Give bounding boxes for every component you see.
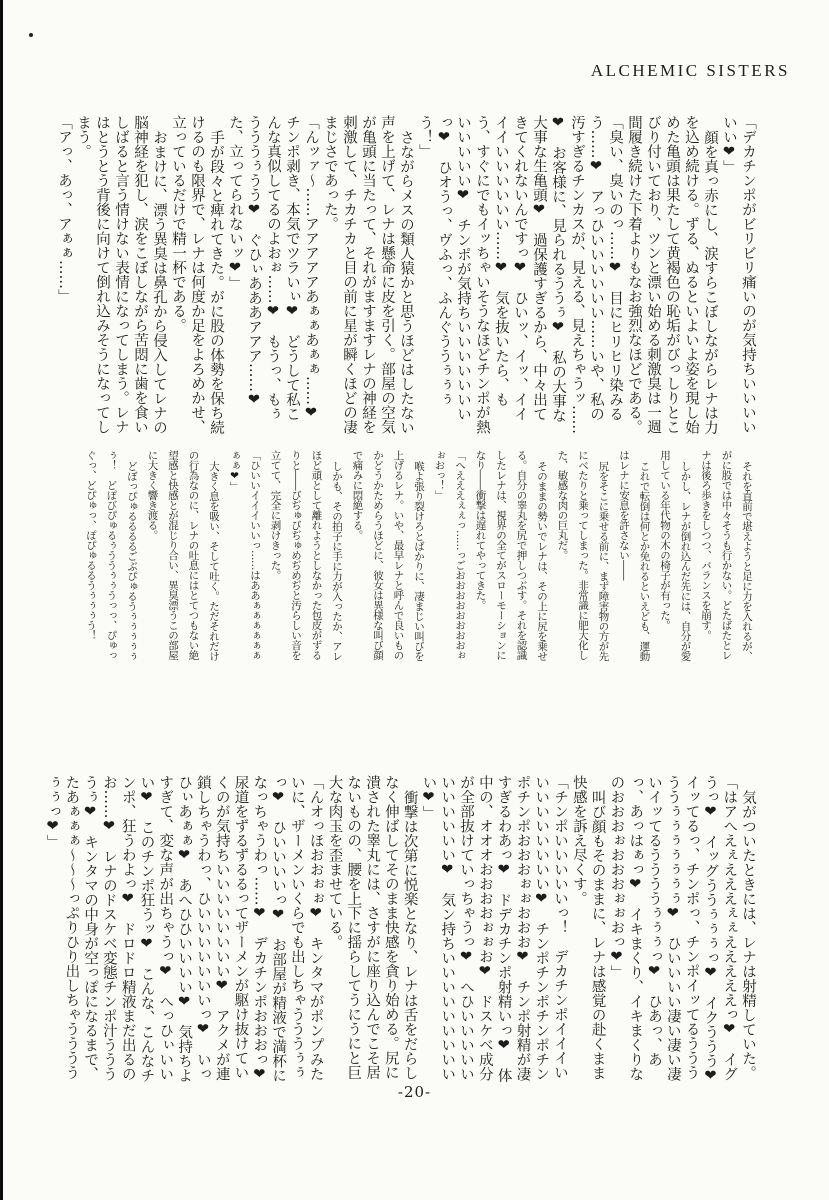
paragraph: 「ひいいイイイいいっ……はああぁぁぁぁぁぁぁぁ❤」 [228,450,261,660]
paragraph: 「臭い、臭いのっ……❤ 目にヒリヒリ染みるう……❤ アっひいいいいいい……いや、私の汚すぎるチンカスが、見える、見えちゃうッ……❤ お客様に、見られるううぅ❤ 私の大事な大事な生亀頭❤ 過保護すぎるから、中々出てきてくれないんですっ❤ ひいッ、イッ、イイイイいいいいいい……❤ 気を抜いたら、もう、すぐにでもイッちゃいそうなほどチンポが熱いいいいい❤ チンポが気持ちいいいいいいいっ❤ ひオうっ、ヴふっ、ふんぐううぅぅぅう！」 [417,115,623,434]
paragraph: さながらメスの類人猿かと思うほどはしたない声を上げて、レナは懸命に皮を引く。部屋の空気が亀頭に当たって、それがますますレナの神経を刺激して、チカチカと目の前に星が瞬くほどの凄まじさであった。 [322,115,414,434]
paragraph: 尻をそこに乗せる前に、まず障害物の方が先にべたりと乗ってしまった。非常識に肥大化した、敏感な肉の巨丸だ。 [556,450,610,661]
paragraph: 「アっ、あっ、アぁぁ……」 [56,115,72,304]
text-block-top [54,115,757,435]
paragraph: 衝撃は次第に悦楽となり、レナは舌をだらしなく伸ばしてそのまま快感を貪り始める。尻に潰された睾丸には、さすがに座り込んでこそ居ないものの、腰を上下に揺らしてうにうにと巨大な肉玉を歪ませている。 [326,775,418,1080]
paragraph: 「チンポいいいいいっ！ デカチンポイイイいいいいいいいいい❤ チンポチンポチンポチンポチンポおおおぉぉおおお❤ チンポ射精が凄すぎるわあっ❤ ドデカチンポ射精いっ❤ 体中の、オオオおおおおぉぉお❤ ドスケベ成分が全部抜けていっちゃうっ❤ へひいいいいいいいいいいい❤ 気ン持ちいいいいいいいいいい❤」 [420,775,569,1083]
page-number: -20- [397,1083,432,1101]
paragraph: 「デカチンポがビリビリ痛いのが気持ちいいいいいい❤」 [721,115,756,434]
paragraph: そのままの勢いでレナは、その上に尻を乗せる。自分の睾丸を尻で押しつぶす。それを認識したレナは、視界の全てがスローモーションになり――衝撃は遅れてやってきた。 [474,450,548,661]
scan-edge-line [0,0,3,1200]
paragraph: 「はアへえぇえええぇぇえええええっ❤ イグうっ❤ イッグううぅぅぅっ❤ イクううう❤ イッてるっ、チンポっ、チンポイッてるうううううぅぅぅぅぅぅぅ❤ ひいいいい凄い凄い凄いイッてるううううぅぅぅっ❤ ひあっ、あっ、あっはぁっ❤ イキまくり、イキまくりなのおおおぉおおおぉぉおっ❤」 [608,775,738,1099]
paragraph: 喉よ張り裂けろとばかりに、凄まじい叫びを上げるレナ。いや、最早レナと呼んで良いものかどうかためらうほどに、彼女は異様な叫び顔で痛みに悶絶する。 [351,450,425,661]
paragraph: 気がついたときには、レナは射精していた。 [740,789,756,1080]
text-block-middle [81,450,758,664]
paragraph: 大きく息を吸い、そして吐く。ただそれだけの行為なのに、レナの吐息にはとてつもない絶望感と快感とが混じり合い、異臭漂うこの部屋に大きく響き渡る。 [146,450,220,661]
paragraph: どぼっぴゅるるるるごぶぴゅるうぅぅぅぅぅぅ！ どぽびぴゅるぅううぅぅうっっ、ぴゅっぐっ、どぴゅっ、ぽぴゅるるうぅぅぅう！ [85,450,138,661]
paragraph: 「んオっほおおぉぉ❤ キンタマがポンプみたいに、ザーメンいくらでも出しちゃうううぅぅっ❤ ひいいいいっ❤ お部屋が精液で満杯になっちゃうわっ……❤ デカチンポおおおっ❤ 尿道をずるずるるってザーメンが駆け抜けていくのが気持ちいいいいいいいい❤ アクメが連鎖しちゃうわっ、ひいいいいいいいっ❤ いっひぃあぁぁ❤ あへひひいいいい❤ 気持ちよすぎて、変な声が出ちゃうっ❤ へっひぃいいい❤ このチンポ狂うッ❤ こんな、こんなチンポ、狂うわよっ❤ ドロドロ精液まだ出るのお……❤ レナのドスケベ変態チンポ汁ううううぅ❤ キンタマの中身が空っぽになるまで、たあぁぁぁ～～～っぷりひり出しちゃううううぅぅっ❤」 [44,775,324,1097]
paragraph: しかし、レナが倒れ込んだ先には、自分が愛用している年代物の木の椅子が有った。 [659,450,692,661]
paragraph: 顔を真っ赤にし、涙すらこぼしながらレナは力を込め続ける。ずる、ぬるといよいよ姿を現し始めた亀頭は果たして黄褐色の恥垢がびっしりとこびり付いており、ツンと漂い始める刺激臭は一週間履き続けた下着よりもなお強烈なほどである。 [626,115,718,434]
paragraph: おまけに、漂う異臭は鼻孔から侵入してレナの脳神経を犯し、涙をこぼしながら苦悶に歯を食いしばると言う情けない表情になってしまう。レナはとうとう背後に向けて倒れ込みそうになってしまう。 [75,115,167,434]
scan-speck [29,33,33,37]
paragraph: しかも、その拍子に手に力が入ったか、アレほど頑として離れようとしなかった包皮がずるりと――びぢゅびぢゅめぢめぢと汚らしい音を立てて、完全に剥けきった。 [269,450,343,661]
paragraph: それを直前で堪えようと足に力を入れるが、がに股では中々そうも行かない。どたばたとレナは後ろ歩きをしつつ、バランスを崩す。 [700,450,753,661]
paragraph: 手が段々と痺れてきた。がに股の体勢を保ち続けるのも限界で、レナは何度か足をよろめかせ、立っているだけで精一杯である。 [170,115,224,434]
paragraph: 「へえええぇぇっ……っごおおおおおおおおぉぉおっ！」 [433,450,466,660]
paragraph: 叫び顔もそのままに、レナは感覚の赴くまま快感を訴え尽くす。 [570,775,606,1080]
page-title: ALCHEMIC SISTERS [590,61,790,80]
paragraph: 「んッァ～……アアアアアあぁぁあぁぁ……❤ チンポ剥き、本気でツラいぃ❤ どうして私こんな真似してるのよおぉ……❤ もうっ、もぅうううぅうう❤ ぐひぃあああアアア……❤ た、立ってられないッ❤」 [227,115,319,436]
paragraph: これで転倒は何とか免れるといえども、運動はレナに安息を許さない―― [618,450,651,661]
